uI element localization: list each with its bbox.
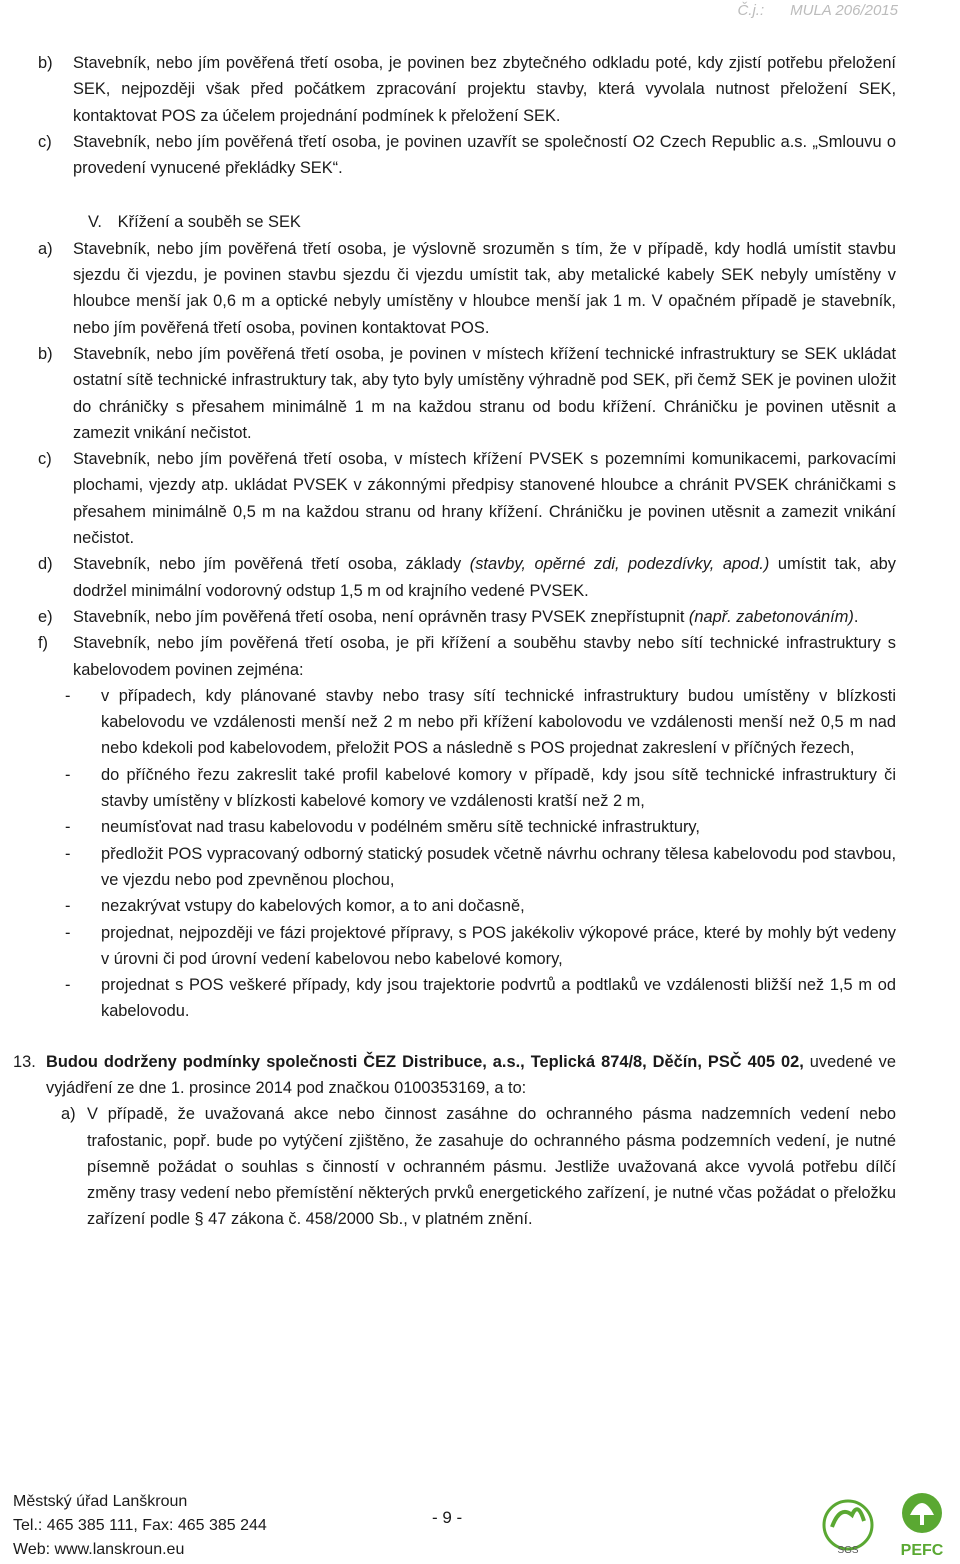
item-text: V případě, že uvažovaná akce nebo činnost zasáhne do ochranného pásma nadzemních vedení nebo trafostanic, popř. bude po vytýčení zjištěno, že zasahuje do ochranného pásma podzemních vedení, je nutné písemně požádat o souhlas s činností v ochranném pásmu. Jestliže uvažovaná akce vyvolá potřebu dílčí změny trasy vedení nebo přemístění některých prvků energetického zařízení, je nutné včas požádat o přeložku zařízení podle § 47 zákona č. 458/2000 Sb., v platném znění.	[87, 1105, 896, 1229]
footer-office: Městský úřad Lanškroun	[13, 1493, 188, 1510]
footer-contact	[13, 1490, 267, 1562]
paragraph-v-a	[38, 236, 896, 341]
paragraph-iv-b	[38, 50, 896, 129]
reference-label: Č.j.:	[737, 2, 765, 19]
item-label: b)	[38, 54, 53, 72]
text-run: Stavebník, nebo jím pověřená třetí osoba, základy	[73, 555, 470, 574]
text-run-italic: (stavby, opěrné zdi, podezdívky, apod.)	[469, 555, 770, 574]
item-label: a)	[61, 1105, 76, 1124]
point-number: 13.	[13, 1052, 36, 1071]
list-item	[38, 841, 896, 894]
point-13-bold-text: Budou dodrženy podmínky společnosti ČEZ Distribuce, a.s., Teplická 874/8, Děčín, PSČ 405 02,	[46, 1052, 804, 1071]
text-run: Stavebník, nebo jím pověřená třetí osoba, není oprávněn trasy PVSEK znepřístupnit	[73, 607, 689, 626]
list-item-text: nezakrývat vstupy do kabelových komor, a to ani dočasně,	[101, 897, 525, 916]
dash-marker: -	[65, 844, 71, 863]
item-text	[73, 551, 896, 604]
paragraph-v-f	[38, 630, 896, 683]
text-run: umístit tak, aby dodržel minimální vodorovný odstup 1,5 m od krajního vedené PVSEK.	[73, 555, 896, 600]
paragraph-v-c	[38, 446, 896, 551]
footer-web: Web: www.lanskroun.eu	[13, 1541, 185, 1558]
pefc-logo	[901, 1493, 944, 1559]
dash-marker: -	[65, 976, 71, 995]
item-label: d)	[38, 555, 53, 574]
list-item	[38, 920, 896, 973]
list-item-text: projednat s POS veškeré případy, kdy jsou trajektorie podvrtů a podtlaků ve vzdálenosti bližší než 1,5 m od kabelovodu.	[101, 976, 896, 1021]
section-v-heading	[88, 209, 896, 235]
section-title: Křížení a souběh se SEK	[117, 213, 301, 232]
paragraph-v-b	[38, 341, 896, 446]
text-run-italic: (např. zabetonováním)	[688, 607, 854, 626]
item-label: c)	[38, 132, 52, 151]
document-body	[13, 50, 896, 1233]
item-label: a)	[38, 239, 53, 258]
certification-logos	[818, 1487, 954, 1559]
list-item-text: projednat, nejpozději ve fázi projektové přípravy, s POS jakékoliv výkopové práce, které by mohly být vedeny v úrovni či pod úrovní vedení kabelovou nebo kabelové komory,	[101, 923, 896, 968]
footer-phone: Tel.: 465 385 111, Fax: 465 385 244	[13, 1517, 267, 1534]
dash-marker: -	[65, 686, 71, 705]
list-item	[38, 762, 896, 815]
section-number: V.	[88, 213, 102, 232]
item-text: Stavebník, nebo jím pověřená třetí osoba, je povinen v místech křížení technické infrastruktury se SEK ukládat ostatní sítě technické infrastruktury tak, aby tyto byly umístěny výhradně pod SEK, při čemž SEK je povinen uložit do chráničky s přesahem minimálně 1 m na každou stranu od bodu křížení. Chráničku je povinen utěsnit a zamezit vnikání nečistot.	[73, 344, 896, 442]
paragraph-v-e	[38, 604, 896, 630]
list-item	[38, 893, 896, 919]
page-header	[737, 2, 898, 19]
item-text: Stavebník, nebo jím pověřená třetí osoba, je povinen uzavřít se společností O2 Czech Republic a.s. „Smlouvu o provedení vynucené překládky SEK“.	[73, 132, 896, 178]
point-13-rest-text: uvedené ve vyjádření ze dne 1. prosince 2014 pod značkou 0100353169, a to:	[46, 1052, 896, 1097]
item-label: b)	[38, 344, 53, 363]
list-item	[38, 972, 896, 1025]
page-number: - 9 -	[432, 1508, 463, 1527]
item-text: Stavebník, nebo jím pověřená třetí osoba, v místech křížení PVSEK s pozemními komunikacemi, parkovacími plochami, vjezdy atp. ukládat PVSEK v zákonnými předpisy stanovené hloubce a chránit PVSEK chráničkami s přesahem minimálně 0,5 m na každou stranu od hrany křížení. Chráničku je povinen utěsnit a zamezit vnikání nečistot.	[73, 450, 896, 548]
list-item	[38, 814, 896, 840]
list-item-text: do příčného řezu zakreslit také profil kabelové komory v případě, kdy jsou sítě technické infrastruktury či stavby umístěny v blízkosti kabelové komory ve vzdálenosti kratší než 2 m,	[101, 765, 896, 811]
list-item-text: předložit POS vypracovaný odborný statický posudek včetně návrhu ochrany tělesa kabelovodu pod stavbou, ve vjezdu nebo pod zpevněnou plochou,	[101, 844, 896, 889]
reference-number: MULA 206/2015	[790, 2, 898, 19]
dash-marker: -	[65, 923, 71, 942]
point-13-a	[38, 1101, 896, 1232]
item-text	[73, 604, 896, 630]
list-item-text: v případech, kdy plánované stavby nebo trasy sítí technické infrastruktury budou umístěny v blízkosti kabelovodu ve vzdálenosti menší než 2 m nebo při křížení kabolovodu ve vzdálenosti menší než 0,5 m nad nebo kdekoli pod kabelovodem, přeložit POS a následně s POS projednat zakreslení v příčných řezech,	[101, 686, 896, 758]
pefc-label: PEFC	[900, 1542, 944, 1559]
paragraph-v-d	[38, 551, 896, 604]
list-item	[38, 683, 896, 762]
item-label: f)	[38, 634, 49, 653]
sgs-label: SGS	[837, 1545, 859, 1556]
dash-list	[38, 683, 896, 1025]
text-run: .	[853, 607, 859, 626]
dash-marker: -	[65, 897, 71, 916]
list-item-text: neumísťovat nad trasu kabelovodu v podélném směru sítě technické infrastruktury,	[101, 818, 700, 837]
paragraph-iv-c	[38, 129, 896, 182]
point-13-text	[46, 1049, 896, 1102]
item-text: Stavebník, nebo jím pověřená třetí osoba, je povinen bez zbytečného odkladu poté, kdy zjistí potřebu přeložení SEK, nejpozději však před počátkem zpracování projektu stavby, která vyvolala nutnost přeložení SEK, kontaktovat POS za účelem projednání podmínek k přeložení SEK.	[73, 54, 896, 125]
sgs-logo	[824, 1501, 872, 1556]
item-label: e)	[38, 607, 53, 626]
dash-marker: -	[65, 818, 71, 837]
dash-marker: -	[65, 765, 71, 784]
item-label: c)	[38, 450, 52, 469]
item-text: Stavebník, nebo jím pověřená třetí osoba, je výslovně srozuměn s tím, že v případě, kdy hodlá umístit stavbu sjezdu či vjezdu, je povinen stavbu sjezdu či vjezdu umístit tak, aby metalické kabely SEK nebyly umístěny v hloubce menší jak 0,6 m a optické nebyly umístěny v hloubce menší jak 1 m. V opačném případě je stavebník, nebo jím pověřená třetí osoba, povinen kontaktovat POS.	[73, 239, 896, 337]
item-text: Stavebník, nebo jím pověřená třetí osoba, je při křížení a souběhu stavby nebo sítí technické infrastruktury s kabelovodem povinen zejména:	[73, 634, 896, 679]
point-13	[13, 1049, 896, 1102]
